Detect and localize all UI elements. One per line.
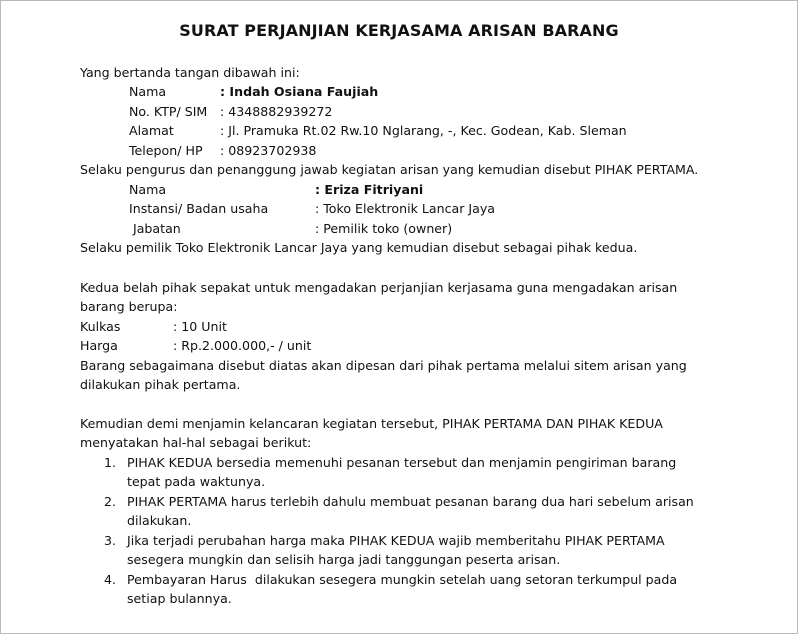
point-1-line-1: PIHAK KEDUA bersedia memenuhi pesanan tersebut dan menjamin pengiriman barang [127, 455, 677, 470]
point-4-line-2: setiap bulannya. [127, 591, 232, 606]
party2-company-label: Instansi/ Badan usaha [129, 201, 269, 216]
party1-name-value: : Indah Osiana Faujiah [220, 84, 379, 99]
party2-name-value: : Eriza Fitriyani [315, 182, 424, 197]
statement-line-2: menyatakan hal-hal sebagai berikut: [80, 435, 312, 450]
point-4-line-1: Pembayaran Harus dilakukan sesegera mungkin setelah uang setoran terkumpul pada [127, 572, 678, 587]
party1-address-value: : Jl. Pramuka Rt.02 Rw.10 Nglarang, -, Kec. Godean, Kab. Sleman [220, 123, 627, 138]
statement-line-1: Kemudian demi menjamin kelancaran kegiatan tersebut, PIHAK PERTAMA DAN PIHAK KEDUA [80, 416, 663, 431]
party2-company-value: : Toko Elektronik Lancar Jaya [315, 201, 496, 216]
party1-name-label: Nama [129, 84, 167, 99]
party2-position-label: Jabatan [129, 221, 181, 236]
party2-name-label: Nama [129, 182, 167, 197]
point-2-line-2: dilakukan. [127, 513, 192, 528]
agreement-line-2: barang berupa: [80, 299, 178, 314]
party2-role-text: Selaku pemilik Toko Elektronik Lancar Jaya yang kemudian disebut sebagai pihak kedua. [80, 240, 638, 255]
point-3-line-1: Jika terjadi perubahan harga maka PIHAK KEDUA wajib memberitahu PIHAK PERTAMA [127, 533, 665, 548]
item-kulkas-label: Kulkas [80, 319, 121, 334]
point-1-line-2: tepat pada waktunya. [127, 474, 266, 489]
point-1-number: 1. [103, 455, 116, 470]
item-price-value: : Rp.2.000.000,- / unit [173, 338, 312, 353]
party1-id-label: No. KTP/ SIM [129, 104, 208, 119]
intro-text: Yang bertanda tangan dibawah ini: [80, 65, 300, 80]
party1-address-label: Alamat [129, 123, 174, 138]
agreement-note-2: dilakukan pihak pertama. [80, 377, 241, 392]
party1-id-value: : 4348882939272 [220, 104, 333, 119]
party1-role-text: Selaku pengurus dan penanggung jawab kegiatan arisan yang kemudian disebut PIHAK PERTAMA. [80, 162, 699, 177]
agreement-line-1: Kedua belah pihak sepakat untuk mengadakan perjanjian kerjasama guna mengadakan arisan [80, 280, 678, 295]
party1-phone-value: : 08923702938 [220, 143, 317, 158]
point-3-number: 3. [103, 533, 116, 548]
party1-phone-label: Telepon/ HP [129, 143, 203, 158]
agreement-note-1: Barang sebagaimana disebut diatas akan dipesan dari pihak pertama melalui sitem arisan yang [80, 358, 687, 373]
point-2-line-1: PIHAK PERTAMA harus terlebih dahulu membuat pesanan barang dua hari sebelum arisan [127, 494, 694, 509]
party2-position-value: : Pemilik toko (owner) [315, 221, 453, 236]
document-title: SURAT PERJANJIAN KERJASAMA ARISAN BARANG [179, 21, 619, 40]
item-kulkas-value: : 10 Unit [173, 319, 227, 334]
point-2-number: 2. [103, 494, 116, 509]
item-price-label: Harga [80, 338, 118, 353]
point-4-number: 4. [103, 572, 116, 587]
point-3-line-2: sesegera mungkin dan selisih harga jadi tanggungan peserta arisan. [127, 552, 561, 567]
